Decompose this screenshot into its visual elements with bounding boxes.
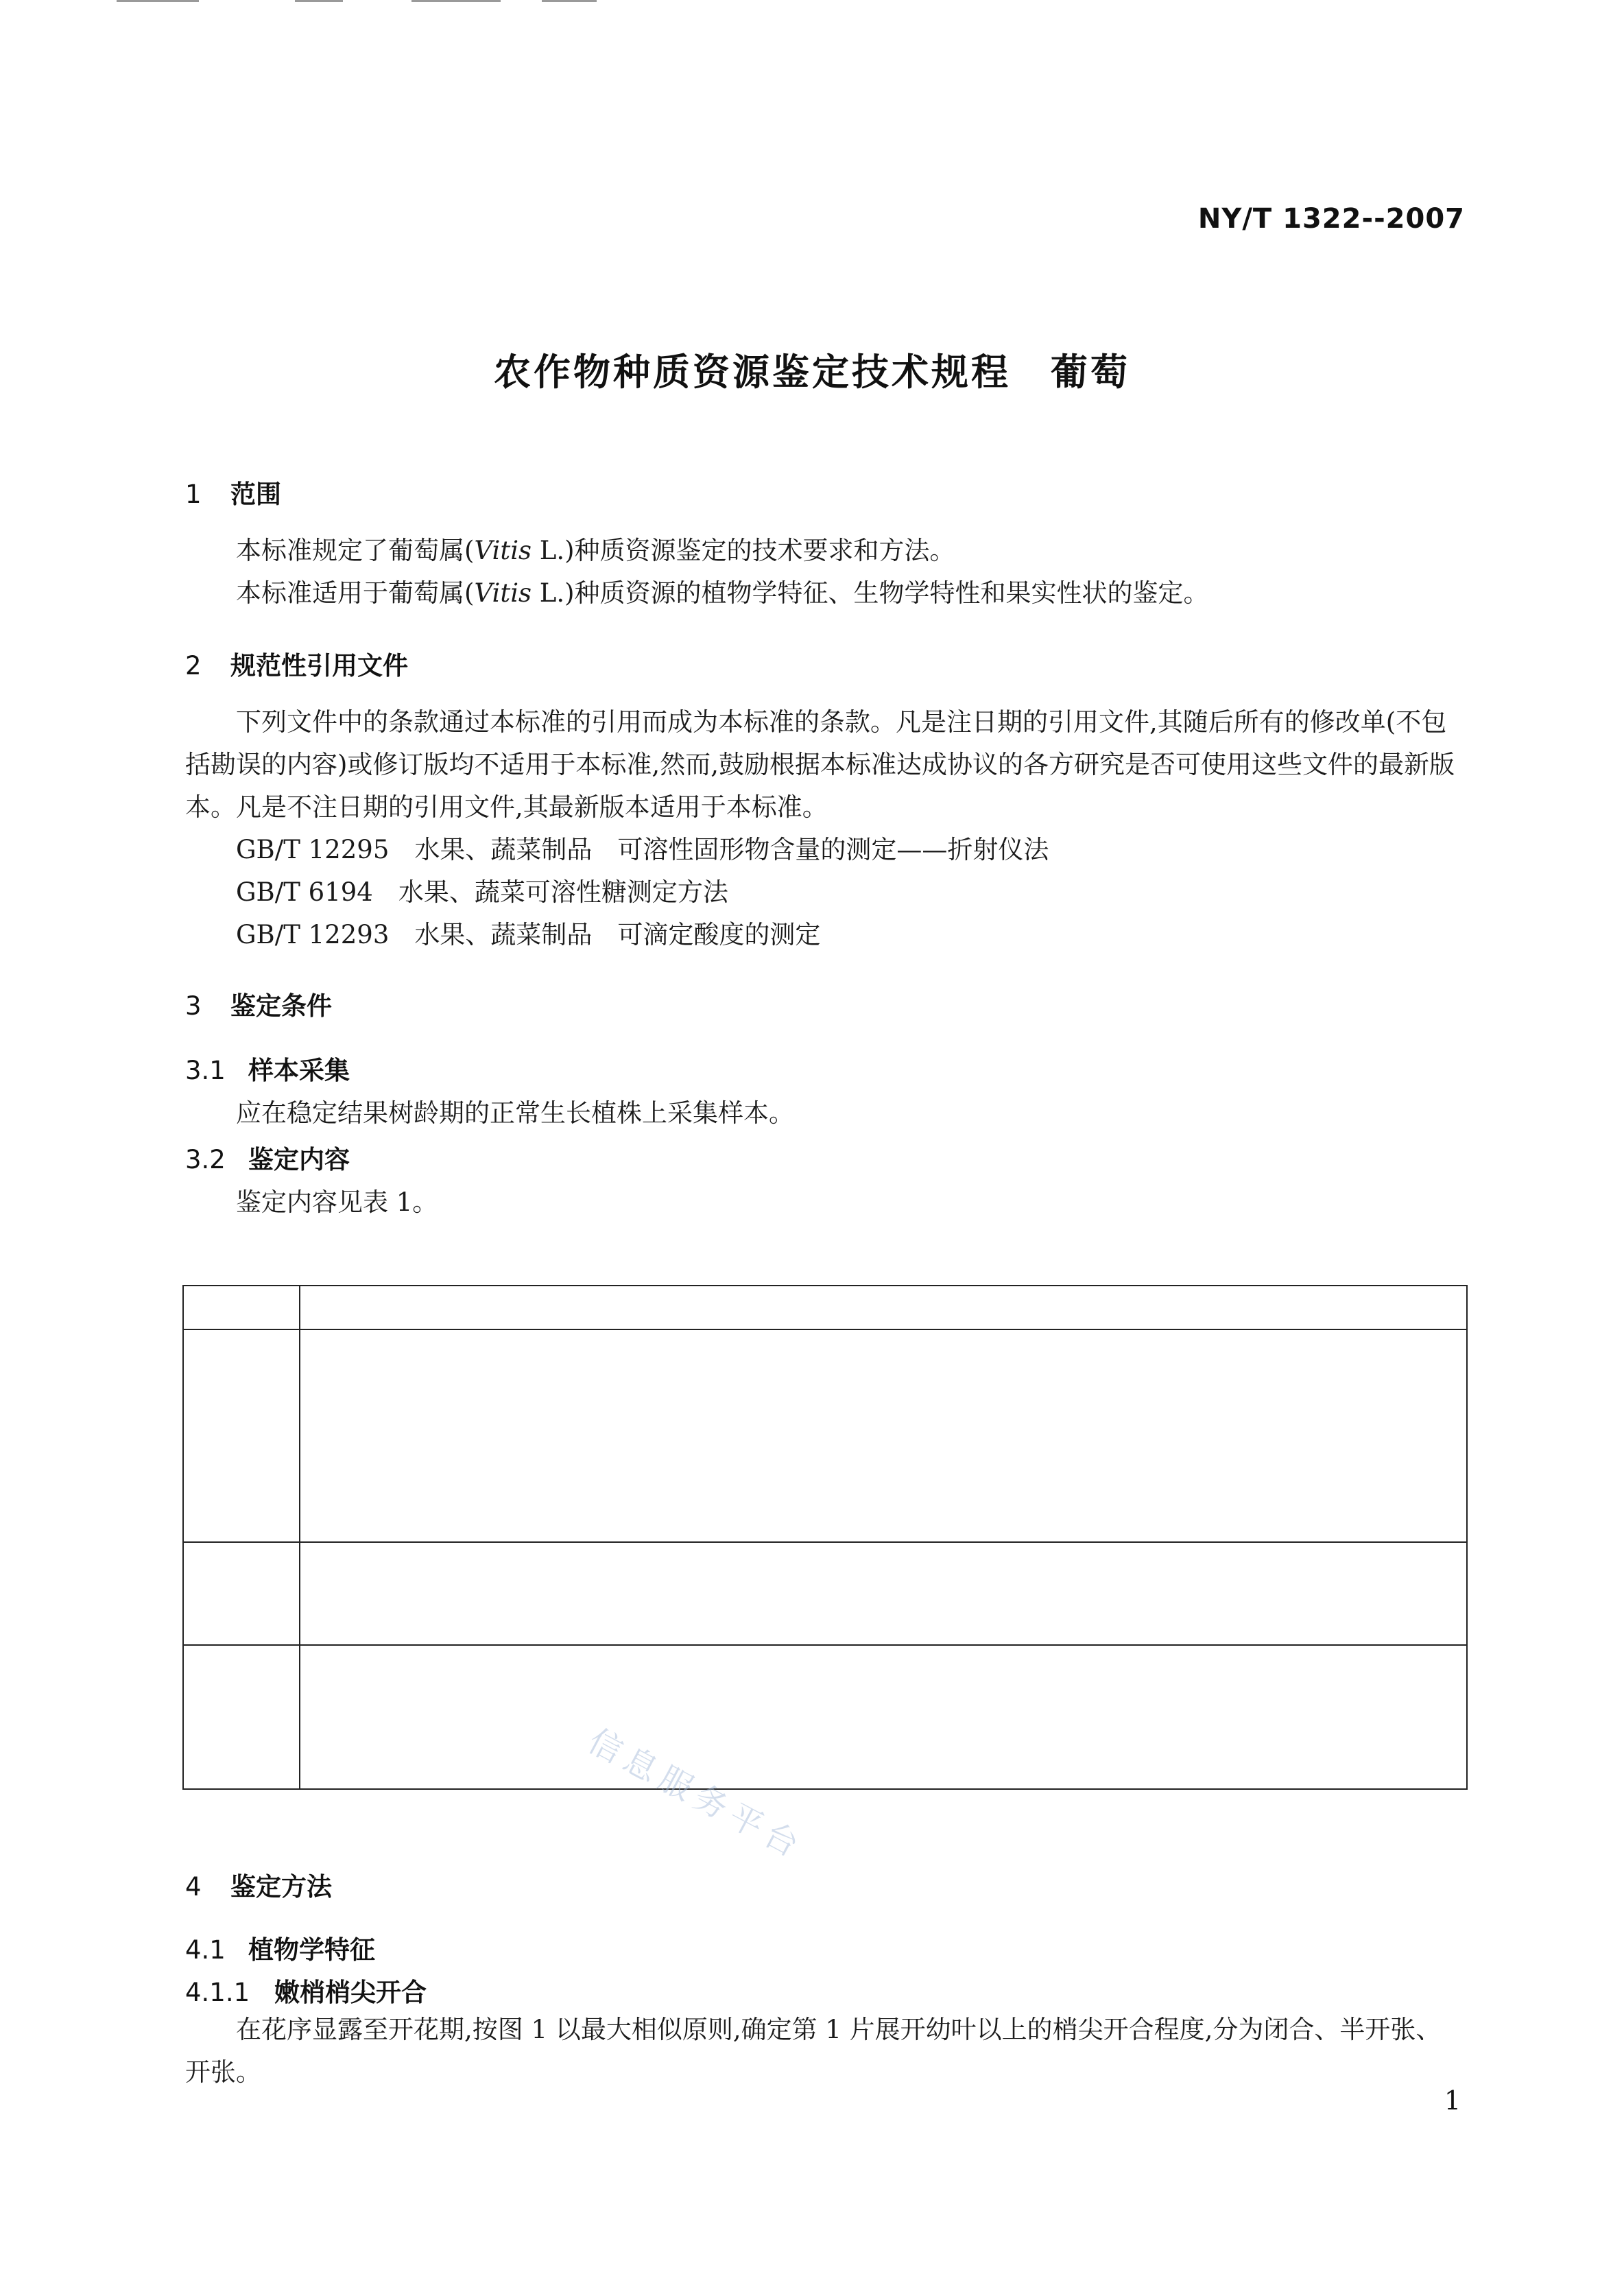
- table-row: [183, 1645, 1467, 1789]
- section-3-1-text: 应在稳定结果树龄期的正常生长植株上采集样本。: [236, 1098, 794, 1128]
- trait-cell: [183, 1645, 300, 1789]
- section-1-heading: 1 范围: [185, 480, 281, 509]
- items-cell: [300, 1645, 1467, 1789]
- scan-top-line: [117, 0, 199, 2]
- header-trait: [183, 1286, 300, 1329]
- items-cell: [300, 1542, 1467, 1645]
- standard-code: NY/T 1322--2007: [1197, 203, 1465, 235]
- items-cell: [300, 1329, 1467, 1542]
- table-header-row: [183, 1286, 1467, 1329]
- section-1-paragraph-2: 本标准适用于葡萄属(Vitis L.)种质资源的植物学特征、生物学特性和果实性状的鉴定。: [236, 578, 1209, 608]
- section-4-1-heading: 4.1 植物学特征: [185, 1935, 375, 1965]
- section-4-heading: 4 鉴定方法: [185, 1872, 332, 1902]
- watermark: 信息服务平台: [582, 1721, 811, 1868]
- reference-item: GB/T 12295 水果、蔬菜制品 可溶性固形物含量的测定——折射仪法: [236, 835, 1049, 864]
- scan-top-line: [295, 0, 343, 2]
- reference-item: GB/T 12293 水果、蔬菜制品 可滴定酸度的测定: [236, 920, 821, 949]
- section-1-paragraph-1: 本标准规定了葡萄属(Vitis L.)种质资源鉴定的技术要求和方法。: [236, 536, 955, 565]
- section-2-heading: 2 规范性引用文件: [185, 651, 408, 681]
- reference-item: GB/T 6194 水果、蔬菜可溶性糖测定方法: [236, 877, 728, 907]
- trait-cell: [183, 1329, 300, 1542]
- section-4-1-1-text: 在花序显露至开花期,按图 1 以最大相似原则,确定第 1 片展开幼叶以上的梢尖开合程度,分为闭合、半开张、开张。: [185, 2015, 1442, 2087]
- table-row: [183, 1542, 1467, 1645]
- header-items: [300, 1286, 1467, 1329]
- scan-top-line: [542, 0, 597, 2]
- section-3-1-heading: 3.1 样本采集: [185, 1056, 350, 1085]
- section-3-2-heading: 3.2 鉴定内容: [185, 1145, 350, 1174]
- section-4-1-1-heading: 4.1.1 嫩梢梢尖开合: [185, 1978, 427, 2007]
- section-3-2-text: 鉴定内容见表 1。: [236, 1187, 438, 1217]
- section-3-heading: 3 鉴定条件: [185, 991, 332, 1021]
- page-number: 1: [1444, 2085, 1461, 2116]
- document-title: 农作物种质资源鉴定技术规程 葡萄: [494, 351, 1130, 394]
- trait-cell: [183, 1542, 300, 1645]
- content-table: [182, 1285, 1468, 1790]
- table-row: [183, 1329, 1467, 1542]
- scan-top-line: [411, 0, 501, 2]
- section-2-intro: 下列文件中的条款通过本标准的引用而成为本标准的条款。凡是注日期的引用文件,其随后所有的修改单(不包括勘误的内容)或修订版均不适用于本标准,然而,鼓励根据本标准达成协议的各方研究是否可使用这些文件的最新版本。凡是不注日期的引用文件,其最新版本适用于本标准。: [185, 707, 1455, 822]
